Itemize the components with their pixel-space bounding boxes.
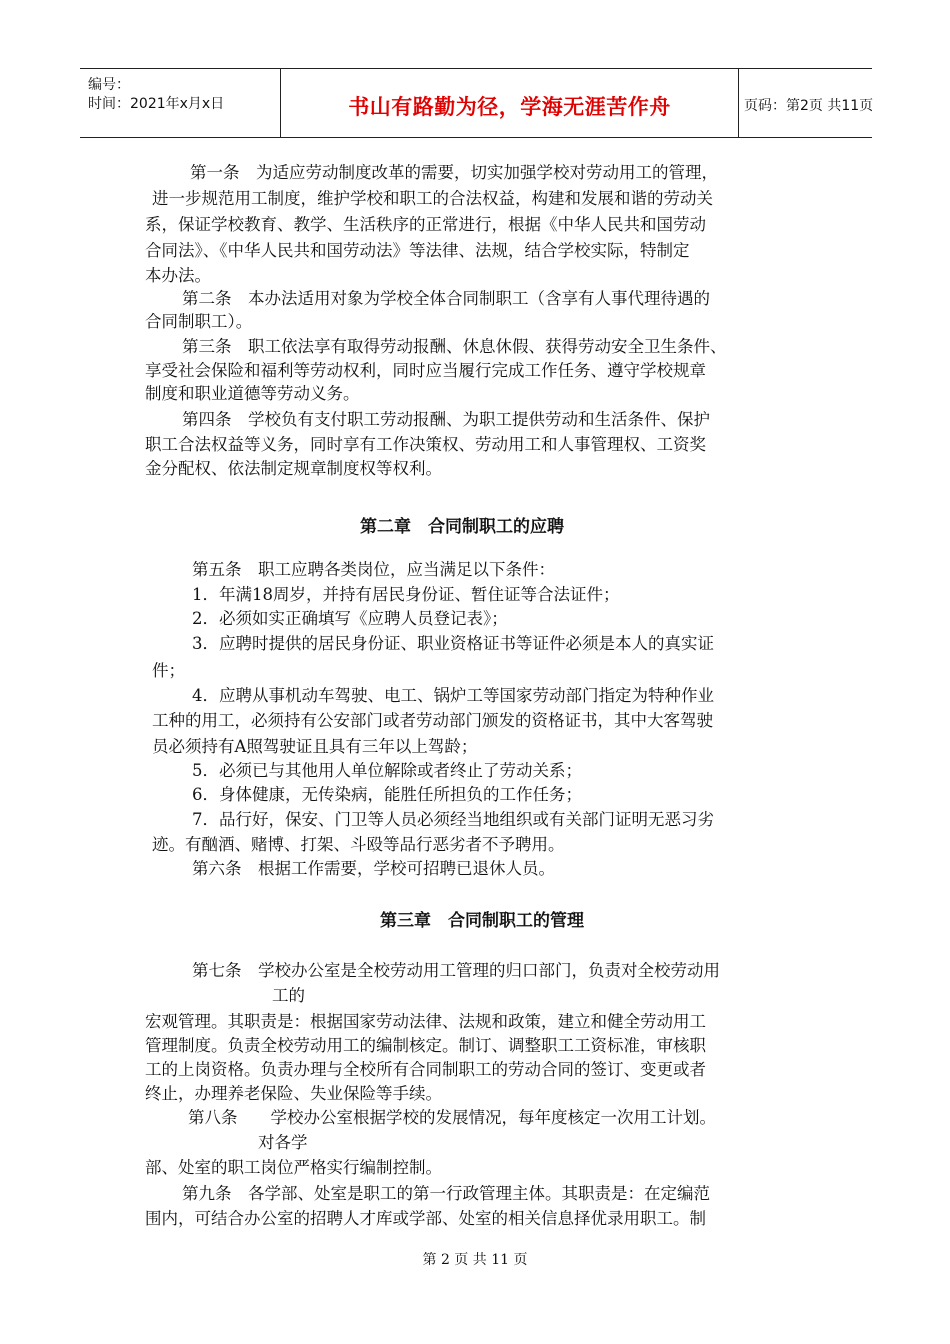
text-line: 围内，可结合办公室的招聘人才库或学部、处室的相关信息择优录用职工。制 [145, 1209, 706, 1228]
text-line: 管理制度。负责全校劳动用工的编制核定。制订、调整职工工资标准，审核职 [145, 1036, 706, 1055]
text-line: 宏观管理。其职责是：根据国家劳动法律、法规和政策，建立和健全劳动用工 [145, 1012, 706, 1031]
document-number: 编号： [88, 77, 130, 93]
header-page-number: 页码：第2页 共11页 [744, 98, 874, 114]
text-line: 系，保证学校教育、教学、生活秩序的正常进行，根据《中华人民共和国劳动 [145, 215, 706, 234]
text-line: 本办法。 [145, 266, 211, 285]
text-line: 职工合法权益等义务，同时享有工作决策权、劳动用工和人事管理权、工资奖 [145, 435, 706, 454]
text-line: 第三条 职工依法享有取得劳动报酬、休息休假、获得劳动安全卫生条件、 [182, 337, 727, 356]
text-line: 第七条 学校办公室是全校劳动用工管理的归口部门，负责对全校劳动用 [192, 961, 720, 980]
text-line: 工的 [272, 986, 305, 1005]
text-line: 部、处室的职工岗位严格实行编制控制。 [145, 1158, 442, 1177]
text-line: 3．应聘时提供的居民身份证、职业资格证书等证件必须是本人的真实证 [192, 634, 714, 653]
text-line: 制度和职业道德等劳动义务。 [145, 384, 360, 403]
text-line: 终止，办理养老保险、失业保险等手续。 [145, 1084, 442, 1103]
text-line: 5．必须已与其他用人单位解除或者终止了劳动关系； [192, 761, 582, 780]
text-line: 件； [152, 661, 185, 680]
text-line: 7．品行好，保安、门卫等人员必须经当地组织或有关部门证明无恶习劣 [192, 810, 714, 829]
text-line: 享受社会保险和福利等劳动权利，同时应当履行完成工作任务、遵守学校规章 [145, 361, 706, 380]
text-line: 工的上岗资格。负责办理与全校所有合同制职工的劳动合同的签订、变更或者 [145, 1060, 706, 1079]
text-line: 进一步规范用工制度，维护学校和职工的合法权益，构建和发展和谐的劳动关 [152, 189, 713, 208]
text-line: 第八条 学校办公室根据学校的发展情况，每年度核定一次用工计划。 [188, 1108, 716, 1127]
text-line: 合同制职工）。 [145, 312, 253, 331]
text-line: 第五条 职工应聘各类岗位，应当满足以下条件： [192, 560, 555, 579]
header-motto: 书山有路勤为径，学海无涯苦作舟 [348, 95, 671, 119]
text-line: 金分配权、依法制定规章制度权等权利。 [145, 459, 442, 478]
text-line: 2．必须如实正确填写《应聘人员登记表》； [192, 609, 508, 628]
chapter-heading: 第三章 合同制职工的管理 [380, 911, 584, 931]
text-line: 员必须持有A照驾驶证且具有三年以上驾龄； [152, 737, 478, 756]
text-line: 第六条 根据工作需要，学校可招聘已退休人员。 [192, 859, 555, 878]
text-line: 6．身体健康，无传染病，能胜任所担负的工作任务； [192, 785, 582, 804]
text-line: 第四条 学校负有支付职工劳动报酬、为职工提供劳动和生活条件、保护 [182, 410, 710, 429]
text-line: 第一条 为适应劳动制度改革的需要，切实加强学校对劳动用工的管理， [190, 163, 718, 182]
chapter-heading: 第二章 合同制职工的应聘 [360, 517, 564, 537]
text-line: 4．应聘从事机动车驾驶、电工、锅炉工等国家劳动部门指定为特种作业 [192, 686, 714, 705]
text-line: 合同法》、《中华人民共和国劳动法》等法律、法规，结合学校实际，特制定 [145, 241, 690, 260]
text-line: 1．年满18周岁，并持有居民身份证、暂住证等合法证件； [192, 585, 620, 604]
text-line: 迹。有酗酒、赌博、打架、斗殴等品行恶劣者不予聘用。 [152, 835, 565, 854]
text-line: 对各学 [258, 1133, 308, 1152]
text-line: 第二条 本办法适用对象为学校全体合同制职工（含享有人事代理待遇的 [182, 289, 710, 308]
text-line: 第九条 各学部、处室是职工的第一行政管理主体。其职责是：在定编范 [182, 1184, 710, 1203]
document-date: 时间：2021年x月x日 [88, 96, 225, 112]
text-line: 工种的用工，必须持有公安部门或者劳动部门颁发的资格证书，其中大客驾驶 [152, 711, 713, 730]
page-footer: 第 2 页 共 11 页 [422, 1252, 528, 1268]
